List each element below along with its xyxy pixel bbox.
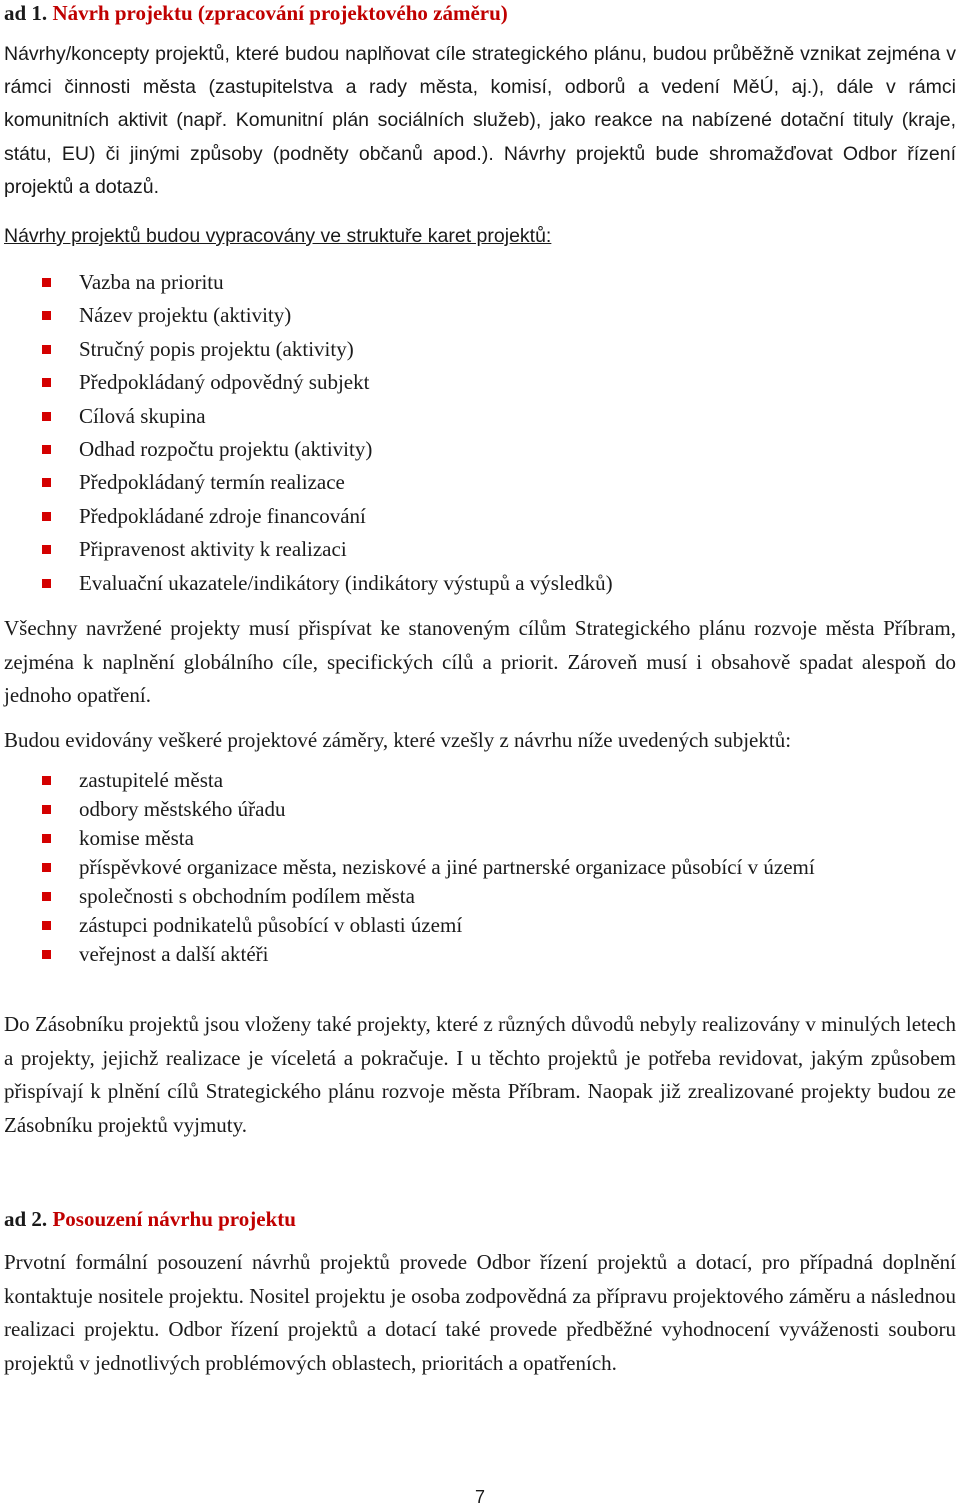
square-bullet-icon: [42, 834, 51, 843]
structure-heading: Návrhy projektů budou vypracovány ve struktuře karet projektů:: [4, 225, 552, 247]
intro-paragraph: Návrhy/koncepty projektů, které budou naplňovat cíle strategického plánu, budou průběžně vznikat zejména v rámci činnosti města (zastupitelstva a rady města, komisí, odborů a vedení MěÚ, aj.), dále v rámci komunitních aktivit (např. Komunitní plán sociálních služeb), jako reakce na nabízené dotační tituly (kraje, státu, EU) či jinými způsoby (podněty občanů apod.). Návrhy projektů bude shromažďovat Odbor řízení projektů a dotazů.: [4, 43, 956, 198]
subject-items-list: [4, 766, 956, 969]
list-item: Předpokládaný termín realizace: [4, 466, 956, 499]
square-bullet-icon: [42, 805, 51, 814]
list-item: Odhad rozpočtu projektu (aktivity): [4, 433, 956, 466]
list-item: zastupitelé města: [4, 766, 956, 795]
subjects-paragraph: Budou evidovány veškeré projektové záměry, které vzešly z návrhu níže uvedených subjektů:: [4, 728, 792, 752]
square-bullet-icon: [42, 412, 51, 421]
list-item: společnosti s obchodním podílem města: [4, 882, 956, 911]
section-prefix-2: ad 2.: [4, 1207, 53, 1231]
list-item: Předpokládané zdroje financování: [4, 500, 956, 533]
list-item: veřejnost a další aktéři: [4, 940, 956, 969]
square-bullet-icon: [42, 892, 51, 901]
list-item: Vazba na prioritu: [4, 266, 956, 299]
square-bullet-icon: [42, 445, 51, 454]
square-bullet-icon: [42, 345, 51, 354]
list-item: zástupci podnikatelů působící v oblasti území: [4, 911, 956, 940]
list-item: Stručný popis projektu (aktivity): [4, 333, 956, 366]
list-item: Cílová skupina: [4, 400, 956, 433]
square-bullet-icon: [42, 579, 51, 588]
section-title-2: Posouzení návrhu projektu: [52, 1207, 296, 1231]
stack-paragraph: Do Zásobníku projektů jsou vloženy také projekty, které z různých důvodů nebyly realizovány v minulých letech a projekty, jejichž realizace je víceletá a pokračuje. I u těchto projektů je potřeba revidovat, jakým způsobem přispívají k plnění cílů Strategického plánu rozvoje města Příbram. Naopak již zrealizované projekty budou ze Zásobníku projektů vyjmuty.: [4, 1012, 956, 1137]
list-item: Název projektu (aktivity): [4, 299, 956, 332]
section-heading-1: [4, 0, 508, 26]
square-bullet-icon: [42, 278, 51, 287]
section-prefix-1: ad 1.: [4, 1, 53, 25]
square-bullet-icon: [42, 311, 51, 320]
list-item: příspěvkové organizace města, neziskové a jiné partnerské organizace působící v území: [4, 853, 956, 882]
card-items-list: [4, 266, 956, 600]
list-item: Evaluační ukazatele/indikátory (indikátory výstupů a výsledků): [4, 567, 956, 600]
page-number: 7: [474, 1487, 485, 1507]
list-item: Předpokládaný odpovědný subjekt: [4, 366, 956, 399]
square-bullet-icon: [42, 478, 51, 487]
square-bullet-icon: [42, 921, 51, 930]
section-title-1: Návrh projektu (zpracování projektového záměru): [52, 1, 508, 25]
square-bullet-icon: [42, 863, 51, 872]
list-item: Připravenost aktivity k realizaci: [4, 533, 956, 566]
list-item: odbory městského úřadu: [4, 795, 956, 824]
list-item: komise města: [4, 824, 956, 853]
review-paragraph: Prvotní formální posouzení návrhů projektů provede Odbor řízení projektů a dotací, pro případná doplnění kontaktuje nositele projektu. Nositel projektu je osoba zodpovědná za přípravu projektového záměru a následnou realizaci projektu. Odbor řízení projektů a dotací také provede předběžné vyhodnocení vyváženosti souboru projektů v jednotlivých problémových oblastech, prioritách a opatřeních.: [4, 1250, 956, 1375]
square-bullet-icon: [42, 512, 51, 521]
square-bullet-icon: [42, 950, 51, 959]
all-projects-paragraph: Všechny navržené projekty musí přispívat ke stanoveným cílům Strategického plánu rozvoje města Příbram, zejména k naplnění globálního cíle, specifických cílů a priorit. Zároveň musí i obsahově spadat alespoň do jednoho opatření.: [4, 616, 956, 707]
square-bullet-icon: [42, 545, 51, 554]
section-heading-2: [4, 1206, 296, 1232]
square-bullet-icon: [42, 378, 51, 387]
square-bullet-icon: [42, 776, 51, 785]
